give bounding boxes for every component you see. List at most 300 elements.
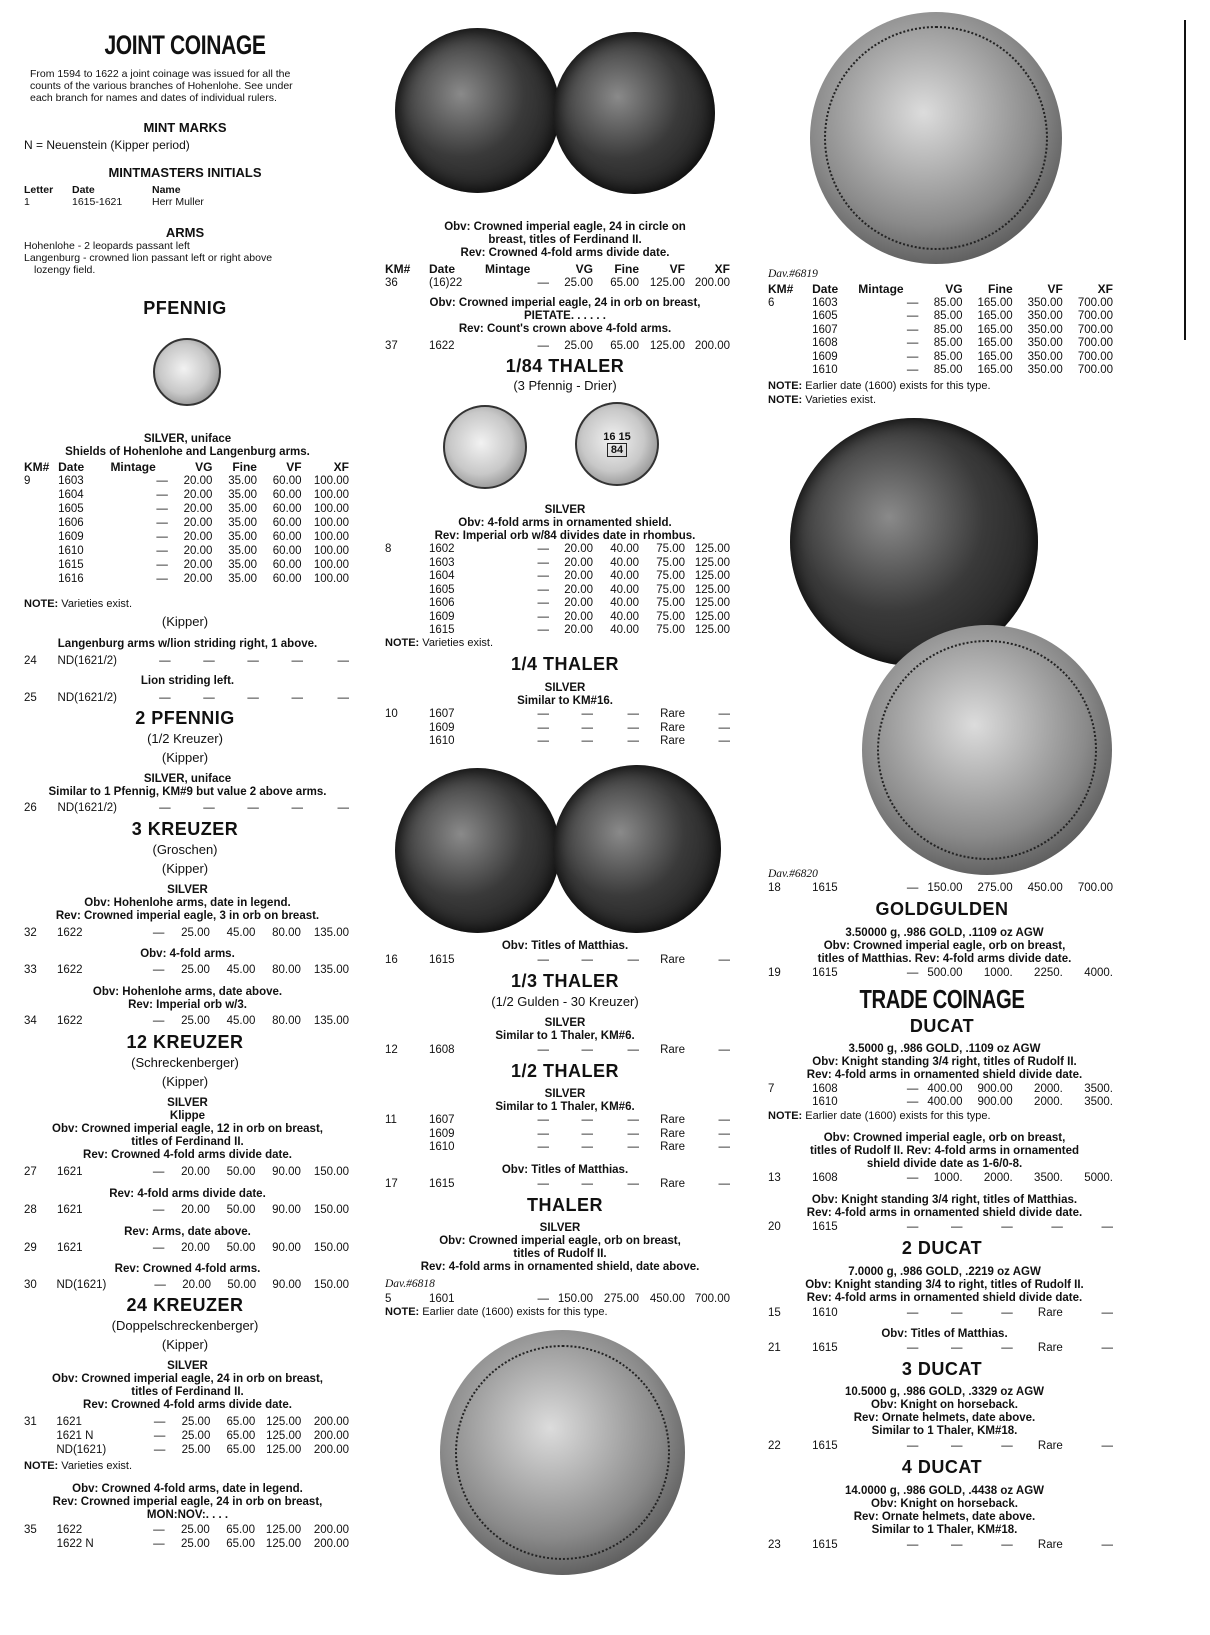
- table-cell: 25.00: [181, 1015, 210, 1027]
- table-cell: —: [537, 583, 549, 596]
- desc-line: breast, titles of Ferdinand II.: [488, 234, 642, 246]
- table-cell: 1622: [56, 927, 83, 939]
- table-cell: 1622: [56, 1015, 83, 1027]
- km37-row: [385, 339, 730, 353]
- table-cell: 85.00: [933, 310, 963, 322]
- table-cell: 1601: [429, 1293, 455, 1305]
- table-cell: 125.00: [266, 1430, 302, 1442]
- table-cell: 60.00: [272, 503, 302, 515]
- table-cell: 26: [24, 802, 37, 814]
- table-cell: 200.00: [694, 340, 730, 352]
- table-cell: 1615: [812, 1539, 838, 1551]
- table-cell: 45.00: [226, 1015, 256, 1027]
- table-cell: 75.00: [656, 624, 685, 636]
- table-cell: —: [906, 1172, 919, 1184]
- table-row: [24, 474, 349, 488]
- table-cell: 36: [385, 277, 398, 289]
- table-cell: —: [951, 1440, 963, 1452]
- table-cell: —: [291, 655, 303, 667]
- table-cell: Rare: [660, 1114, 685, 1126]
- table-cell: 2000.: [1034, 1083, 1063, 1095]
- table-cell: Rare: [1037, 1539, 1063, 1551]
- table-cell: Rare: [660, 1141, 685, 1153]
- table-cell: 1621: [56, 1166, 83, 1178]
- table-cell: 100.00: [313, 475, 349, 487]
- desc-line: Obv: Crowned imperial eagle, orb on breast,: [823, 1132, 1066, 1144]
- km11-table: [385, 1114, 730, 1155]
- table-row: [768, 324, 1113, 338]
- table-cell: —: [1001, 1539, 1013, 1551]
- table-cell: 1610: [812, 1307, 838, 1319]
- table-cell: 165.00: [977, 350, 1013, 363]
- km21-row: [768, 1341, 1113, 1355]
- table-cell: 18: [768, 882, 781, 894]
- table-cell: 20.00: [564, 543, 593, 555]
- desc-line: 10.5000 g, .986 GOLD, .3329 oz AGW: [845, 1386, 1044, 1398]
- table-cell: 37: [385, 340, 398, 352]
- km6-note: NOTE: Earlier date (1600) exists for this type.: [768, 380, 991, 392]
- table-cell: —: [581, 1114, 593, 1126]
- table-cell: 700.00: [1077, 337, 1113, 349]
- desc-line: Similar to 1 Pfennig, KM#9 but value 2 above arms.: [48, 786, 327, 798]
- table-cell: 90.00: [272, 1166, 301, 1178]
- table-cell: [768, 324, 812, 338]
- table-cell: 65.00: [610, 340, 639, 352]
- table-cell: 1000.: [933, 1172, 963, 1184]
- table-cell: 45.00: [226, 964, 256, 976]
- km31-note: NOTE: Varieties exist.: [24, 1460, 133, 1472]
- thaler3-subtitle: (1/2 Gulden - 30 Kreuzer): [491, 994, 639, 1009]
- table-cell: —: [247, 802, 259, 814]
- km24-row: [24, 654, 349, 668]
- mintmasters-table: [24, 184, 244, 208]
- table-cell: —: [581, 721, 593, 734]
- table-cell: 9: [24, 475, 31, 487]
- table-cell: —: [627, 1114, 639, 1126]
- table-cell: 65.00: [226, 1538, 255, 1550]
- table-cell: 20.00: [181, 1166, 210, 1178]
- mint-mark: N = Neuenstein (Kipper period): [24, 138, 190, 152]
- table-row: [24, 1014, 349, 1028]
- kipper-label: (Kipper): [161, 1074, 209, 1089]
- desc-line: SILVER: [167, 1360, 208, 1372]
- table-cell: 1610: [429, 735, 455, 747]
- desc-line: SILVER: [544, 1017, 586, 1029]
- pfennig2-description: [20, 773, 355, 799]
- intro-line: counts of the various branches of Hohenlohe. See under: [30, 80, 293, 92]
- table-cell: 125.00: [649, 340, 685, 352]
- table-cell: —: [537, 1178, 549, 1190]
- table-cell: 5: [385, 1293, 392, 1305]
- table-cell: 85.00: [933, 337, 963, 349]
- desc-line: SILVER, uniface: [143, 433, 232, 445]
- table-cell: 65.00: [226, 1430, 256, 1442]
- table-cell: —: [537, 1141, 549, 1153]
- pfennig2-title: 2 PFENNIG: [135, 708, 235, 728]
- table-cell: 30: [24, 1279, 37, 1291]
- table-cell: 1621 N: [56, 1430, 94, 1442]
- table-cell: —: [337, 692, 349, 704]
- kreuzer24-subtitle: (Doppelschreckenberger): [111, 1318, 259, 1333]
- table-cell: —: [291, 692, 303, 704]
- desc-line: Obv: Knight on horseback.: [871, 1498, 1018, 1510]
- table-cell: 1615: [812, 1342, 838, 1354]
- table-cell: 25.00: [181, 1416, 211, 1428]
- desc-line: SILVER, uniface: [143, 773, 232, 785]
- table-cell: 65.00: [226, 1416, 256, 1428]
- table-cell: 40.00: [610, 610, 639, 623]
- kreuzer3-subtitle: (Groschen): [152, 842, 218, 857]
- desc-line: Similar to 1 Thaler, KM#18.: [871, 1425, 1018, 1437]
- table-cell: 350.00: [1027, 350, 1063, 363]
- kreuzer24-reverse-image: [553, 32, 715, 194]
- table-cell: —: [906, 1307, 919, 1319]
- table-cell: —: [718, 708, 730, 720]
- table-cell: —: [906, 1083, 919, 1095]
- table-cell: —: [951, 1539, 963, 1551]
- desc-line: Rev: 4-fold arms in ornamented shield, date above.: [420, 1261, 700, 1273]
- table-cell: 125.00: [694, 570, 730, 582]
- table-cell: 165.00: [977, 310, 1013, 322]
- table-cell: —: [247, 655, 259, 667]
- intro-line: each branch for names and dates of individual rulers.: [30, 92, 277, 104]
- table-cell: —: [247, 692, 259, 704]
- table-cell: 20.00: [564, 610, 593, 623]
- table-cell: —: [1101, 1539, 1113, 1551]
- table-cell: —: [906, 882, 919, 894]
- desc-line: shield divide date as 1-6/0-8.: [866, 1158, 1023, 1170]
- table-cell: —: [203, 802, 215, 814]
- table-row: [768, 1341, 1113, 1355]
- ducat3-description: [772, 1386, 1117, 1438]
- table-cell: 85.00: [933, 350, 963, 363]
- table-row: [385, 1114, 730, 1128]
- table-cell: 65.00: [226, 1444, 256, 1456]
- table-cell: 1605: [58, 503, 84, 515]
- desc-line: Similar to 1 Thaler, KM#6.: [495, 1030, 635, 1042]
- km25-description: Lion striding left.: [140, 675, 235, 687]
- table-row: [385, 722, 730, 736]
- desc-line: Obv: Crowned imperial eagle, 24 in orb on breast,: [52, 1373, 323, 1385]
- km5-row: [385, 1292, 730, 1306]
- table-cell: 25.00: [181, 1444, 211, 1456]
- table-cell: —: [537, 708, 549, 720]
- table-cell: 400.00: [927, 1083, 963, 1095]
- table-cell: [24, 1443, 56, 1457]
- table-cell: —: [718, 1141, 730, 1153]
- table-cell: —: [906, 310, 919, 322]
- desc-line: Obv: Hohenlohe arms, date above.: [92, 986, 283, 998]
- thaler4-obverse-image: [395, 768, 560, 933]
- desc-line: titles of Matthias. Rev: 4-fold arms divide date.: [817, 953, 1072, 965]
- table-cell: 200.00: [694, 277, 730, 289]
- table-cell: 29: [24, 1242, 37, 1254]
- table-cell: —: [627, 1044, 639, 1056]
- mintmaster-date: 1615-1621: [72, 196, 123, 208]
- table-cell: 35.00: [228, 489, 257, 501]
- table-cell: —: [537, 954, 549, 966]
- km23-row: [768, 1538, 1113, 1552]
- table-cell: Rare: [660, 721, 685, 734]
- table-cell: —: [156, 475, 168, 487]
- table-cell: —: [153, 1430, 166, 1442]
- table-cell: 3500.: [1084, 1096, 1113, 1108]
- table-cell: —: [153, 1444, 166, 1456]
- table-cell: 1610: [812, 1096, 838, 1108]
- table-cell: 20.00: [564, 624, 593, 636]
- table-row: [24, 1415, 349, 1429]
- table-cell: 1622: [56, 964, 83, 976]
- table-cell: 700.00: [694, 1293, 730, 1305]
- joint-coinage-title: JOINT COINAGE: [104, 30, 266, 60]
- table-cell: —: [156, 559, 168, 571]
- desc-line: Rev: Count's crown above 4-fold arms.: [458, 323, 672, 335]
- pfennig-title: PFENNIG: [143, 298, 227, 318]
- desc-line: Klippe: [169, 1110, 206, 1122]
- table-cell: 350.00: [1027, 296, 1063, 309]
- table-cell: —: [337, 655, 349, 667]
- table-row: [385, 276, 730, 290]
- table-cell: 35.00: [228, 503, 257, 515]
- table-cell: 700.00: [1077, 364, 1113, 376]
- table-cell: 700.00: [1077, 350, 1113, 363]
- coin-value-text: 84: [607, 443, 627, 457]
- km8-table: [385, 543, 730, 638]
- desc-line: 3.5000 g, .986 GOLD, .1109 oz AGW: [848, 1043, 1041, 1055]
- table-header: KM# Date Mintage VG Fine VF XF: [385, 262, 730, 276]
- table-cell: 200.00: [313, 1430, 349, 1442]
- table-row: [24, 1203, 349, 1217]
- table-row: [24, 926, 349, 940]
- desc-line: Similar to KM#16.: [517, 695, 613, 707]
- km35-description: [20, 1483, 355, 1522]
- table-cell: —: [291, 802, 303, 814]
- table-cell: 22: [768, 1440, 781, 1452]
- table-cell: [385, 611, 429, 625]
- km28-description: Rev: 4-fold arms divide date.: [109, 1188, 266, 1200]
- table-cell: —: [1101, 1342, 1113, 1354]
- table-cell: —: [159, 802, 171, 814]
- table-row: [385, 1141, 730, 1155]
- table-cell: —: [951, 1307, 963, 1319]
- table-cell: 75.00: [656, 556, 685, 569]
- km33-row: [24, 963, 349, 977]
- table-cell: 125.00: [265, 1538, 302, 1550]
- table-cell: 1605: [812, 310, 838, 322]
- table-cell: —: [581, 954, 593, 966]
- table-cell: 40.00: [610, 624, 639, 636]
- table-cell: 125.00: [266, 1416, 302, 1428]
- table-cell: 12: [385, 1044, 398, 1056]
- table-cell: [768, 364, 812, 378]
- header-name: Name: [152, 184, 181, 196]
- table-cell: 1605: [429, 583, 455, 596]
- km34-description: [20, 986, 355, 1012]
- km28-row: [24, 1203, 349, 1217]
- table-cell: 24: [24, 655, 37, 667]
- table-cell: —: [718, 1044, 730, 1056]
- coin-legend-ring: [824, 26, 1048, 250]
- km36-description: [395, 221, 735, 260]
- thaler2-description: [395, 1088, 735, 1114]
- table-cell: 75.00: [656, 570, 685, 582]
- table-cell: —: [718, 1127, 730, 1140]
- table-cell: 125.00: [694, 597, 730, 609]
- table-cell: 150.00: [557, 1293, 593, 1305]
- table-cell: —: [537, 543, 549, 555]
- table-cell: Rare: [660, 1178, 685, 1190]
- table-cell: 125.00: [694, 624, 730, 636]
- table-cell: 20.00: [564, 583, 593, 596]
- table-row: [24, 1537, 349, 1551]
- table-cell: 1603: [58, 475, 84, 487]
- desc-line: Similar to 1 Thaler, KM#6.: [495, 1101, 635, 1113]
- table-row: [385, 611, 730, 625]
- table-cell: 1615: [429, 954, 455, 966]
- table-cell: [24, 558, 58, 572]
- kreuzer12-title: 12 KREUZER: [126, 1032, 244, 1052]
- table-cell: Rare: [660, 735, 685, 747]
- table-cell: 20.00: [564, 556, 593, 569]
- pfennig-note: NOTE: Varieties exist.: [24, 598, 133, 610]
- table-cell: 10: [385, 708, 398, 720]
- table-cell: —: [906, 1221, 919, 1233]
- table-cell: (16)22: [429, 277, 463, 289]
- table-cell: —: [718, 954, 730, 966]
- table-row: [385, 597, 730, 611]
- table-row: [768, 364, 1113, 378]
- desc-line: MON:NOV:. . . .: [146, 1509, 229, 1521]
- dav-reference: Dav.#6819: [768, 268, 818, 280]
- table-cell: —: [152, 1242, 165, 1254]
- table-cell: —: [627, 1127, 639, 1140]
- desc-line: titles of Ferdinand II.: [131, 1386, 244, 1398]
- desc-line: Rev: 4-fold arms in ornamented shield divide date.: [806, 1207, 1083, 1219]
- table-cell: 20.00: [181, 1242, 210, 1254]
- table-row: [385, 543, 730, 557]
- kipper-label: (Kipper): [161, 614, 209, 629]
- table-cell: —: [537, 1114, 549, 1126]
- header-letter: Letter: [24, 184, 54, 196]
- kreuzer3-title: 3 KREUZER: [131, 819, 239, 839]
- table-cell: —: [581, 735, 593, 747]
- table-row: [385, 557, 730, 571]
- table-row: [768, 881, 1113, 895]
- table-cell: —: [156, 503, 168, 515]
- coin-date-text: 16 15: [603, 431, 631, 443]
- km7-table: [768, 1083, 1113, 1109]
- table-cell: 20.00: [183, 559, 213, 571]
- mint-marks-title: MINT MARKS: [143, 120, 227, 135]
- table-cell: [385, 735, 429, 749]
- table-cell: 165.00: [977, 364, 1013, 376]
- pfennig-description: [20, 433, 355, 459]
- km21-description: Obv: Titles of Matthias.: [881, 1328, 1008, 1340]
- km17-description: Obv: Titles of Matthias.: [501, 1164, 629, 1176]
- table-cell: [385, 570, 429, 584]
- km12-row: [385, 1043, 730, 1057]
- table-cell: —: [537, 340, 549, 352]
- table-cell: —: [627, 735, 639, 747]
- table-row: [768, 297, 1113, 311]
- desc-line: Rev: Crowned imperial eagle, 24 in orb on breast,: [52, 1496, 323, 1508]
- table-cell: 20.00: [564, 597, 593, 609]
- table-cell: [24, 516, 58, 530]
- table-cell: —: [906, 364, 919, 376]
- dav-reference: Dav.#6820: [768, 868, 818, 880]
- table-cell: 20.00: [181, 1204, 210, 1216]
- table-cell: —: [627, 954, 639, 966]
- table-cell: 1603: [429, 556, 455, 569]
- coin-legend-ring: [455, 1345, 670, 1560]
- km16-description: Obv: Titles of Matthias.: [501, 940, 629, 952]
- table-cell: 1607: [429, 708, 455, 720]
- table-cell: —: [156, 489, 168, 501]
- table-row: [768, 1083, 1113, 1096]
- table-cell: —: [203, 692, 215, 704]
- table-cell: 1608: [812, 337, 838, 349]
- table-row: [24, 1278, 349, 1292]
- table-cell: 35.00: [228, 531, 257, 543]
- km26-row: [24, 801, 349, 815]
- table-row: [24, 572, 349, 586]
- kipper-label: (Kipper): [161, 750, 209, 765]
- table-cell: 75.00: [656, 583, 685, 596]
- table-cell: —: [627, 1141, 639, 1153]
- table-cell: 1606: [58, 517, 84, 529]
- desc-line: Obv: Knight standing 3/4 to right, titles of Rudolf II.: [805, 1279, 1084, 1291]
- table-row: [24, 502, 349, 516]
- desc-line: Rev: 4-fold arms in ornamented shield divide date.: [806, 1069, 1083, 1081]
- table-cell: —: [537, 570, 549, 582]
- table-cell: 35.00: [228, 475, 257, 487]
- table-cell: 20: [768, 1221, 781, 1233]
- table-cell: 17: [385, 1178, 398, 1190]
- table-cell: 1609: [58, 531, 84, 543]
- table-cell: 165.00: [977, 323, 1013, 336]
- arms-title: ARMS: [165, 225, 205, 240]
- table-cell: —: [159, 655, 171, 667]
- kipper-label: (Kipper): [161, 861, 209, 876]
- table-cell: —: [152, 964, 165, 976]
- thaler2-title: 1/2 THALER: [510, 1061, 620, 1081]
- table-cell: 350.00: [1027, 310, 1063, 322]
- table-cell: 1607: [429, 1114, 455, 1126]
- table-cell: 2000.: [983, 1172, 1013, 1184]
- table-cell: —: [537, 735, 549, 747]
- table-cell: —: [537, 277, 549, 289]
- table-cell: 21: [768, 1342, 781, 1354]
- table-cell: —: [1001, 1221, 1013, 1233]
- table-cell: [385, 584, 429, 598]
- table-cell: 35.00: [228, 517, 257, 529]
- table-cell: —: [152, 927, 165, 939]
- dav-reference: Dav.#6818: [385, 1278, 435, 1290]
- table-cell: 100.00: [313, 531, 349, 543]
- table-cell: ND(1621): [56, 1444, 107, 1456]
- km13-description: [772, 1132, 1117, 1171]
- table-header: KM# Date Mintage VG Fine VF XF: [24, 460, 349, 474]
- table-cell: 125.00: [694, 543, 730, 555]
- km7-note: NOTE: Earlier date (1600) exists for this type.: [768, 1110, 991, 1122]
- table-cell: 31: [24, 1416, 37, 1428]
- table-cell: 1609: [812, 350, 838, 363]
- table-cell: 25.00: [564, 277, 593, 289]
- table-cell: 275.00: [603, 1293, 639, 1305]
- table-cell: 28: [24, 1204, 37, 1216]
- table-cell: 200.00: [313, 1524, 349, 1536]
- table-cell: 40.00: [610, 597, 639, 609]
